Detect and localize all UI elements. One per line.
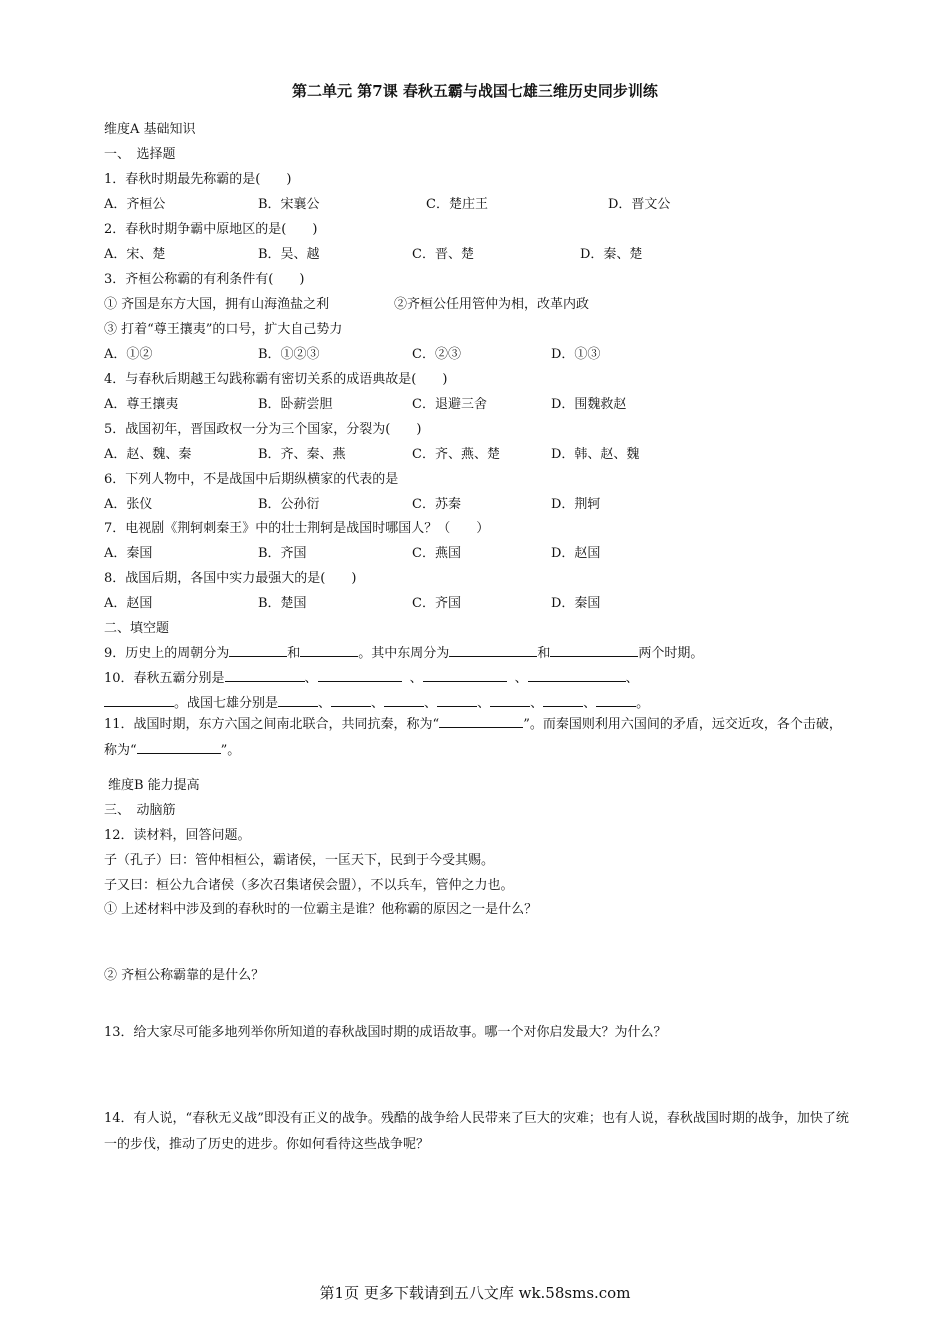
- option-a: A．赵、魏、秦: [104, 447, 192, 462]
- question-5-options: [104, 443, 864, 463]
- part-fill-heading: 二、填空题: [104, 621, 170, 636]
- question-11-text-1: 11．战国时期，东方六国之间南北联合，共同抗秦，称为“: [104, 717, 440, 732]
- question-7: 7．电视剧《荆轲刺秦王》中的壮士荆轲是战国时哪国人？（ ）: [104, 521, 490, 536]
- separator: 、: [625, 671, 639, 686]
- separator: 、: [477, 696, 491, 711]
- option-d: D．围魏救赵: [551, 397, 627, 412]
- question-12-material-1: 子（孔子）曰：管仲相桓公，霸诸侯，一匡天下，民到于今受其赐。: [104, 853, 495, 868]
- question-3-statement-3: ③ 打着“尊王攘夷”的口号，扩大自己势力: [104, 322, 343, 337]
- question-7-options: [104, 542, 864, 562]
- option-b: B．齐、秦、燕: [258, 447, 346, 462]
- option-c: C．晋、楚: [412, 247, 474, 262]
- option-a: A．①②: [104, 347, 153, 362]
- answer-blank[interactable]: [543, 692, 583, 707]
- question-10-line-2: [104, 692, 649, 711]
- answer-blank[interactable]: [104, 692, 174, 707]
- period: 。: [636, 696, 650, 711]
- answer-blank[interactable]: [550, 642, 638, 657]
- option-b: B．宋襄公: [258, 197, 320, 212]
- answer-blank[interactable]: [225, 667, 305, 682]
- option-d: D．韩、赵、魏: [551, 447, 640, 462]
- answer-blank[interactable]: [439, 713, 523, 728]
- option-b: B．卧薪尝胆: [258, 397, 333, 412]
- question-13: 13．给大家尽可能多地列举你所知道的春秋战国时期的成语故事。哪一个对你启发最大？为什么？: [104, 1025, 667, 1040]
- answer-blank[interactable]: [423, 667, 507, 682]
- question-8: 8．战国后期，各国中实力最强大的是( ): [104, 571, 357, 586]
- separator: 、: [409, 671, 423, 686]
- question-12-subquestion-1: ① 上述材料中涉及到的春秋时的一位霸主是谁？他称霸的原因之一是什么？: [104, 902, 538, 917]
- question-3-statement-2: ②齐桓公任用管仲为相，改革内政: [394, 297, 590, 312]
- option-b: B．楚国: [258, 596, 307, 611]
- separator: 、: [583, 696, 597, 711]
- option-a: A．宋、楚: [104, 247, 166, 262]
- question-8-options: [104, 592, 864, 612]
- answer-blank[interactable]: [384, 692, 424, 707]
- option-c: C．齐国: [412, 596, 461, 611]
- answer-blank[interactable]: [137, 739, 221, 754]
- option-c: C．②③: [412, 347, 461, 362]
- option-d: D．秦国: [551, 596, 601, 611]
- answer-blank[interactable]: [528, 667, 626, 682]
- question-4: 4．与春秋后期越王勾践称霸有密切关系的成语典故是( ): [104, 372, 448, 387]
- question-3-options: [104, 343, 864, 363]
- question-11-text-3: ”。: [220, 743, 241, 758]
- question-12-material-2: 子又曰：桓公九合诸侯（多次召集诸侯会盟），不以兵车，管仲之力也。: [104, 878, 514, 893]
- option-c: C．燕国: [412, 546, 461, 561]
- question-3: 3．齐桓公称霸的有利条件有( ): [104, 272, 305, 287]
- option-c: C．齐、燕、楚: [412, 447, 500, 462]
- option-a: A．张仪: [104, 497, 153, 512]
- option-d: D．荆轲: [551, 497, 601, 512]
- question-10-text-2: 。战国七雄分别是: [174, 696, 279, 711]
- question-9-text-1: 9．历史上的周朝分为: [104, 646, 230, 661]
- answer-blank[interactable]: [300, 642, 358, 657]
- question-9-text-2: 和: [287, 646, 301, 661]
- question-14: 14．有人说，“春秋无义战”即没有正义的战争。残酷的战争给人民带来了巨大的灾难；也有人说，春秋战国时期的战争，加快了统一的步伐，推动了历史的进步。你如何看待这些战争呢？: [104, 1111, 849, 1152]
- question-6: 6．下列人物中，不是战国中后期纵横家的代表的是: [104, 472, 399, 487]
- question-9: [104, 642, 703, 661]
- question-10-text-1: 10．春秋五霸分别是: [104, 671, 225, 686]
- separator: 、: [318, 696, 332, 711]
- answer-blank[interactable]: [331, 692, 371, 707]
- question-9-text-4: 和: [537, 646, 551, 661]
- option-d: D．秦、楚: [580, 247, 643, 262]
- section-a-heading: 维度A 基础知识: [104, 122, 196, 137]
- question-5: 5．战国初年，晋国政权一分为三个国家，分裂为( ): [104, 422, 422, 437]
- separator: 、: [424, 696, 438, 711]
- section-b-heading: 维度B 能力提高: [108, 778, 200, 793]
- question-9-text-3: 。其中东周分为: [358, 646, 450, 661]
- part-choice-heading: 一、 选择题: [104, 147, 176, 162]
- option-d: D．赵国: [551, 546, 601, 561]
- part-think-heading: 三、 动脑筋: [104, 803, 176, 818]
- question-2: 2．春秋时期争霸中原地区的是( ): [104, 222, 318, 237]
- option-b: B．齐国: [258, 546, 307, 561]
- option-a: A．尊王攘夷: [104, 397, 179, 412]
- question-1: 1．春秋时期最先称霸的是( ): [104, 172, 292, 187]
- option-a: A．赵国: [104, 596, 153, 611]
- question-1-options: [104, 193, 864, 213]
- option-d: D．①③: [551, 347, 601, 362]
- answer-blank[interactable]: [278, 692, 318, 707]
- option-a: A．秦国: [104, 546, 153, 561]
- separator: 、: [514, 671, 528, 686]
- separator: 、: [304, 671, 318, 686]
- separator: 、: [530, 696, 544, 711]
- option-c: C．苏秦: [412, 497, 461, 512]
- page-title: 第二单元 第7课 春秋五霸与战国七雄三维历史同步训练: [292, 82, 658, 100]
- page-footer: 第1页 更多下载请到五八文库 wk.58sms.com: [319, 1284, 631, 1302]
- question-10-line-1: [104, 667, 639, 686]
- answer-blank[interactable]: [490, 692, 530, 707]
- question-12: 12．读材料，回答问题。: [104, 828, 251, 843]
- question-9-text-5: 两个时期。: [638, 646, 704, 661]
- option-c: C．楚庄王: [426, 197, 488, 212]
- question-2-options: [104, 243, 864, 263]
- answer-blank[interactable]: [596, 692, 636, 707]
- option-b: B．吴、越: [258, 247, 320, 262]
- option-b: B．公孙衍: [258, 497, 320, 512]
- separator: 、: [371, 696, 385, 711]
- question-3-statement-1: ① 齐国是东方大国，拥有山海渔盐之利: [104, 297, 330, 312]
- question-4-options: [104, 393, 864, 413]
- answer-blank[interactable]: [449, 642, 537, 657]
- question-12-subquestion-2: ② 齐桓公称霸靠的是什么？: [104, 968, 265, 983]
- option-c: C．退避三舍: [412, 397, 487, 412]
- answer-blank[interactable]: [437, 692, 477, 707]
- question-6-options: [104, 493, 864, 513]
- answer-blank[interactable]: [229, 642, 287, 657]
- option-d: D．晋文公: [608, 197, 671, 212]
- answer-blank[interactable]: [318, 667, 402, 682]
- option-a: A．齐桓公: [104, 197, 166, 212]
- option-b: B．①②③: [258, 347, 320, 362]
- question-11-text-2: ”。而秦国则利用六国间的矛盾，远交近攻，各个击破，称为“: [104, 717, 842, 758]
- question-11: [104, 712, 854, 764]
